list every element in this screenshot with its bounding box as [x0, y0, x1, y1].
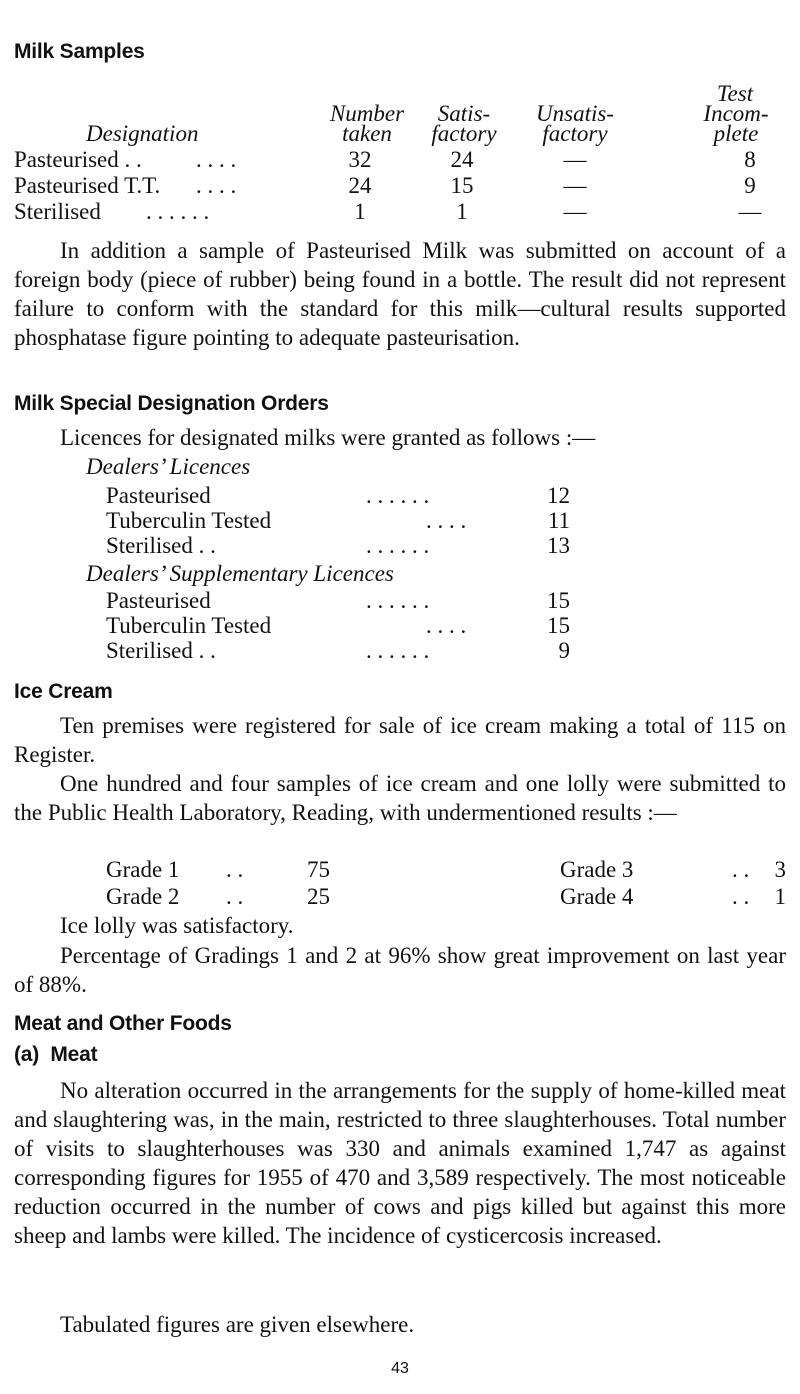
row-incomplete: 8 [744, 147, 756, 172]
supplementary-licences-title: Dealers’ Supplementary Licences [86, 561, 394, 586]
grade-leader-dots: . . [732, 884, 750, 909]
row-satisfactory: 15 [450, 173, 474, 198]
grade-leader-dots: . . [732, 857, 750, 882]
licence-leader-dots: . . . . . . [366, 533, 430, 558]
row-designation: Sterilised [14, 199, 101, 224]
ice-lolly-text: Ice lolly was satisfactory. [60, 913, 294, 938]
licence-label: Tuberculin Tested [106, 613, 272, 638]
ice-cream-paragraph-1 [14, 711, 786, 769]
header-unsatis: Unsatis- [536, 101, 614, 126]
licence-label: Sterilised . . [106, 533, 216, 558]
grade-value: 25 [307, 884, 330, 909]
ice-cream-text-2: One hundred and four samples of ice cream and one lolly were submitted to the Public Health Laboratory, Reading, with undermentioned results :— [14, 771, 786, 825]
meat-text-1: No alteration occurred in the arrangements for the supply of home-killed meat and slaughtering was, in the main, restricted to three slaughterhouses. Total number of visits to slaughterhouses was 330 and animals examined 1,747 as against corresponding figures for 1955 of 470 and 3,589 respectively. The most noticeable reduction occurred in the number of cows and pigs killed but against this more sheep and lambs were killed. The incidence of cysticercosis increased. [14, 1078, 786, 1248]
grade-leader-dots: . . [226, 884, 244, 909]
header-plete: plete [713, 121, 759, 146]
dealers-licences-title: Dealers’ Licences [86, 454, 251, 479]
row-leader-dots: . . . . [196, 147, 237, 172]
licence-value: 11 [547, 508, 570, 533]
header-incom: Incom- [703, 101, 769, 126]
header-satis: Satis- [437, 101, 491, 126]
ice-cream-paragraph-3 [14, 941, 786, 999]
licence-value: 9 [558, 638, 570, 663]
licences-intro: Licences for designated milks were granted as follows :— [60, 425, 596, 450]
ice-cream-heading: Ice Cream [14, 680, 113, 703]
row-taken: 1 [354, 199, 366, 224]
header-designation: Designation [86, 121, 199, 146]
row-unsatisfactory: — [563, 199, 587, 224]
row-designation: Pasteurised T.T. [14, 173, 161, 198]
licence-leader-dots: . . . . [426, 613, 467, 638]
meat-text-2: Tabulated figures are given elsewhere. [60, 1312, 415, 1337]
ice-cream-text-1: Ten premises were registered for sale of ice cream making a total of 115 on Register. [14, 713, 786, 767]
milk-samples-paragraph [14, 236, 786, 352]
row-leader-dots: . . . . [196, 173, 237, 198]
special-designation-heading: Milk Special Designation Orders [14, 392, 329, 415]
row-unsatisfactory: — [563, 147, 587, 172]
licence-label: Sterilised . . [106, 638, 216, 663]
grade-value: 1 [774, 884, 786, 909]
grade-label: Grade 4 [560, 884, 634, 909]
grade-label: Grade 1 [106, 857, 180, 882]
row-unsatisfactory: — [563, 173, 587, 198]
licence-value: 12 [547, 483, 570, 508]
row-satisfactory: 1 [456, 199, 468, 224]
header-taken: taken [342, 121, 392, 146]
header-test: Test [716, 81, 754, 106]
row-incomplete: 9 [744, 173, 756, 198]
licence-leader-dots: . . . . . . [366, 588, 430, 613]
header-satis-factory: factory [431, 121, 497, 146]
milk-samples-text: In addition a sample of Pasteurised Milk was submitted on account of a foreign body (piece of rubber) being found in a bottle. The result did not represent failure to conform with the standard for this milk—cultural results supported phosphatase figure pointing to adequate pasteurisation. [14, 238, 786, 350]
licence-label: Pasteurised [106, 588, 211, 613]
header-number: Number [329, 101, 405, 126]
licence-leader-dots: . . . . [426, 508, 467, 533]
grade-label: Grade 3 [560, 857, 634, 882]
ice-cream-paragraph-2 [14, 769, 786, 827]
row-incomplete: — [738, 199, 762, 224]
licence-value: 13 [547, 533, 570, 558]
licence-value: 15 [547, 613, 570, 638]
row-taken: 32 [348, 147, 372, 172]
percentage-text: Percentage of Gradings 1 and 2 at 96% show great improvement on last year of 88%. [14, 943, 786, 997]
row-taken: 24 [348, 173, 372, 198]
row-satisfactory: 24 [450, 147, 474, 172]
page-number: 43 [391, 1360, 409, 1377]
milk-samples-heading: Milk Samples [14, 40, 145, 63]
header-unsatis-factory: factory [542, 121, 608, 146]
licence-label: Tuberculin Tested [106, 508, 272, 533]
grade-label: Grade 2 [106, 884, 180, 909]
meat-paragraph-2 [14, 1310, 786, 1339]
grade-leader-dots: . . [226, 857, 244, 882]
licence-label: Pasteurised [106, 483, 211, 508]
meat-subheading: (a) Meat [14, 1043, 98, 1066]
row-designation: Pasteurised . . [14, 147, 142, 172]
grade-value: 75 [307, 857, 330, 882]
meat-heading: Meat and Other Foods [14, 1012, 232, 1035]
licence-leader-dots: . . . . . . [366, 483, 430, 508]
row-leader-dots: . . . . . . [146, 199, 210, 224]
grade-value: 3 [774, 857, 786, 882]
licence-value: 15 [547, 588, 570, 613]
meat-paragraph-1 [14, 1076, 786, 1250]
licence-leader-dots: . . . . . . [366, 638, 430, 663]
